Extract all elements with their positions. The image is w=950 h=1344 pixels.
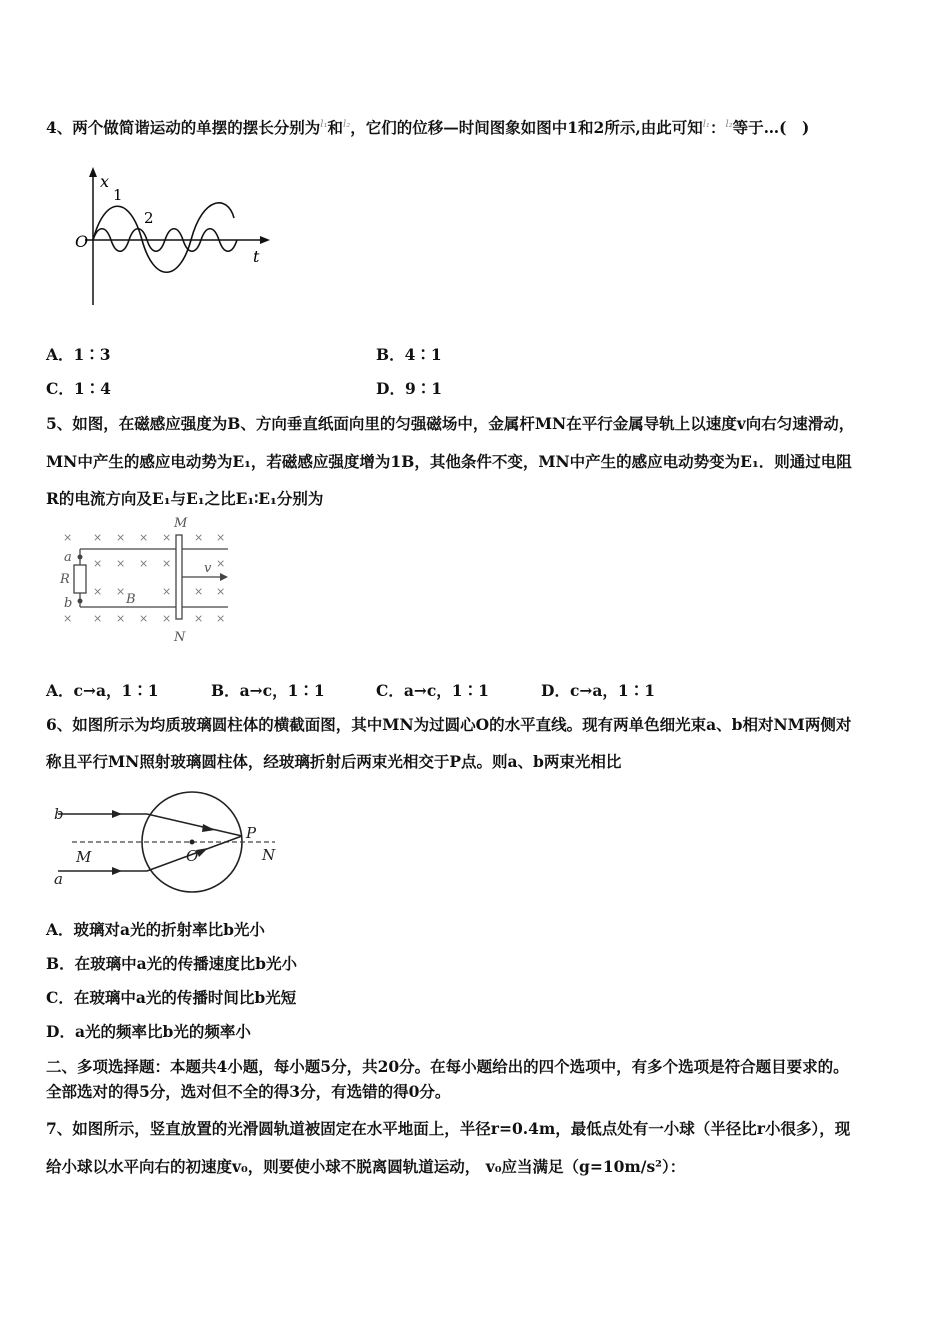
q4-axis-t-label: t [253,247,260,266]
q4-option-a: A．1∶3 [46,345,111,364]
q4-ratio-l1: l₁ [702,119,710,130]
q4-option-c: C．1∶4 [46,379,111,398]
q5-option-c: C．a→c，1∶1 [376,681,489,700]
q4-t-arrow [260,236,270,244]
q4-option-b: B．4∶1 [376,345,442,364]
q5-cross: × [216,531,226,544]
q4-suffix: 等于…( ) [732,118,810,137]
q5-label-a: a [64,550,72,565]
q5-cross: × [116,612,126,625]
section2-line-2: 全部选对的得5分，选对但不全的得3分，有选错的得0分。 [46,1082,451,1101]
q5-label-m: M [174,516,188,531]
q5-line-1: 5、如图，在磁感应强度为B、方向垂直纸面向里的匀强磁场中，金属杆MN在平行金属导轨上以速度v向右匀速滑动， [46,414,855,433]
q5-label-b: b [64,596,73,611]
q6-option-d: D．a光的频率比b光的频率小 [46,1022,251,1041]
q4-middle: ，它们的位移—时间图象如图中1和2所示,由此可知 [350,118,703,137]
q5-cross: × [116,531,126,544]
q5-figure [58,515,248,645]
q5-cross: × [216,557,226,570]
q4-curve-2-label: 2 [144,209,154,227]
q5-label-n: N [174,630,186,645]
q5-cross: × [139,612,149,625]
q4-l2: l₂ [343,119,351,130]
q6-option-b: B．在玻璃中a光的传播速度比b光小 [46,954,297,973]
q5-cross: × [93,557,103,570]
q6-option-c: C．在玻璃中a光的传播时间比b光短 [46,988,297,1007]
q6-label-a: a [54,870,63,888]
q5-node-a [78,555,83,560]
q5-cross: × [162,531,172,544]
q5-cross: × [93,612,103,625]
q5-cross: × [93,585,103,598]
q5-option-a: A．c→a，1∶1 [46,681,159,700]
q5-cross: × [162,612,172,625]
q5-rod-mn [176,535,182,619]
q5-label-r: R [60,572,70,587]
q4-curve-1 [93,203,234,272]
q4-axis-x-label: x [100,172,110,191]
q6-ray-b-refracted-arrow [202,824,215,832]
q7-line-2: 给小球以水平向右的初速度v₀，则要使小球不脱离圆轨道运动， v₀应当满足（g=10m/s²）： [46,1157,686,1176]
q6-figure [50,780,290,900]
q5-cross: × [63,612,73,625]
q5-velocity-arrowhead [220,573,228,581]
q5-label-v: v [204,561,212,576]
q4-origin-label: O [75,232,89,251]
q6-ray-b-arrow [112,810,122,818]
q5-line-2: MN中产生的感应电动势为E₁，若磁感应强度增为1B，其他条件不变，MN中产生的感应电动势变为E₁．则通过电阻 [46,452,852,471]
q7-line-1: 7、如图所示，竖直放置的光滑圆轨道被固定在水平地面上，半径r=0.4m，最低点处有一小球（半径比r小很多），现 [46,1119,851,1138]
q6-label-b: b [54,805,64,823]
q4-figure [60,165,300,315]
q6-option-a: A．玻璃对a光的折射率比b光小 [46,920,265,939]
q5-cross: × [216,612,226,625]
q6-line-1: 6、如图所示为均质玻璃圆柱体的横截面图，其中MN为过圆心O的水平直线。现有两单色细光束a、b相对NM两侧对 [46,715,852,734]
q5-cross: × [93,531,103,544]
q6-label-p: P [246,824,257,842]
q4-option-d: D．9∶1 [376,379,443,398]
q6-line-2: 称且平行MN照射玻璃圆柱体，经玻璃折射后两束光相交于P点。则a、b两束光相比 [46,752,622,771]
section2-line-1: 二、多项选择题：本题共4小题，每小题5分，共20分。在每小题给出的四个选项中，有多个选项是符合题目要求的。 [46,1057,849,1076]
q5-cross: × [139,531,149,544]
q6-center-o [190,840,195,845]
q6-ray-b-refracted [147,814,242,836]
q4-colon: ： [709,118,726,137]
q5-cross: × [63,531,73,544]
q6-label-n: N [262,846,276,864]
q5-cross: × [116,585,126,598]
q4-stem [46,115,809,138]
q5-resistor [74,565,86,593]
q4-and: 和 [327,118,344,137]
q5-cross: × [139,557,149,570]
q5-cross: × [162,585,172,598]
q5-option-d: D．c→a，1∶1 [541,681,655,700]
q5-option-b: B．a→c，1∶1 [211,681,325,700]
q4-x-arrow [89,167,97,177]
q5-cross: × [194,585,204,598]
q5-cross: × [194,531,204,544]
q6-label-m: M [76,848,92,866]
q6-ray-a-arrow [112,867,122,875]
q6-label-o: O [186,847,199,865]
q4-ratio-l2: l₂ [725,119,733,130]
q4-curve-1-label: 1 [113,186,123,204]
q4-prefix: 4、两个做简谐运动的单摆的摆长分别为 [46,118,321,137]
q5-line-3: R的电流方向及E₁与E₁之比E₁∶E₁分别为 [46,489,324,508]
q5-label-bfield: B [126,592,136,607]
q5-cross: × [116,557,126,570]
q5-cross: × [216,585,226,598]
q5-cross: × [194,612,204,625]
q5-cross: × [162,557,172,570]
q5-node-b [78,599,83,604]
q4-l1: l₁ [320,119,328,130]
